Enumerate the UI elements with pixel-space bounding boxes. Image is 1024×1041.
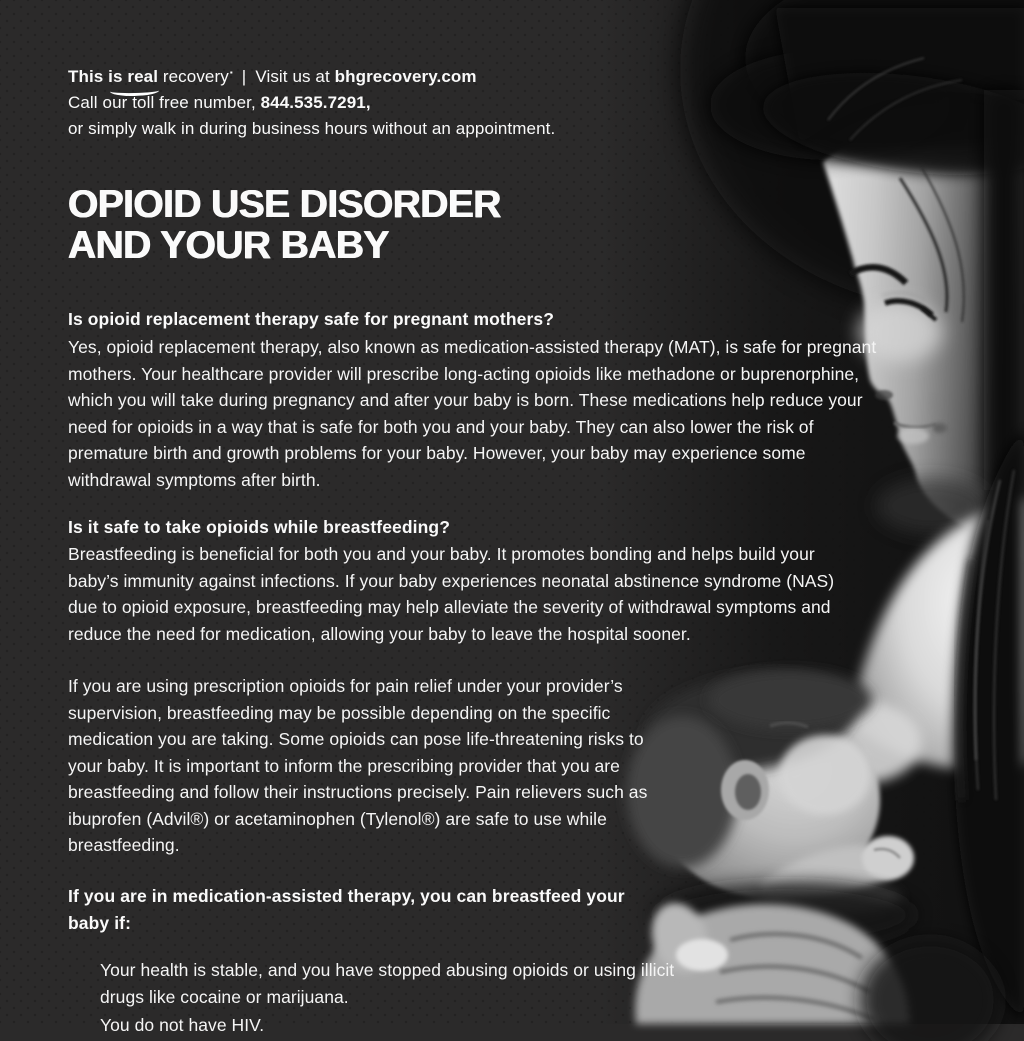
- page-title-line1: OPIOID USE DISORDER: [68, 183, 501, 226]
- page-title-line2: AND YOUR BABY: [68, 224, 389, 267]
- section-body-breastfeeding: Breastfeeding is beneficial for both you and your baby. It promotes bonding and helps build your baby’s immunity against infections. If your baby experiences neonatal abstinence syndrome (NAS) due to opioid exposure, breastfeeding may help alleviate the severity of withdrawal symptoms and reduce the need for medication, allowing your baby to leave the hospital sooner.: [68, 544, 835, 644]
- walkin-line: or simply walk in during business hours without an appointment.: [68, 119, 556, 138]
- mother-breastfeeding-photo: [600, 0, 1024, 1024]
- call-prefix: Call our toll free number,: [68, 93, 261, 112]
- list-item: Your health is stable, and you have stopped abusing opioids or using illicit drugs like cocaine or marijuana.: [100, 960, 675, 1007]
- brand-prefix: This is: [68, 67, 128, 86]
- paragraph-prescription-opioids: If you are using prescription opioids for pain relief under your provider’s supervision, breastfeeding may be possible depending on the specific medication you are taking. Some opioids can pose life-threatening risks to your baby. It is important to inform the prescribing provider that you are breastfeeding and follow their instructions precisely. Pain relievers such as ibuprofen (Advil®) or acetaminophen (Tylenol®) are safe to use while breastfeeding.: [68, 676, 648, 855]
- brand-emphasis: real: [127, 64, 158, 90]
- list-item: You do not have HIV.: [100, 1015, 265, 1035]
- page-title: [68, 184, 501, 266]
- section-heading-mat-breastfeed: If you are in medication-assisted therapy, you can breastfeed your baby if:: [68, 886, 625, 933]
- divider-bar: |: [241, 67, 247, 86]
- header: [68, 60, 555, 142]
- brand-line: [68, 60, 555, 90]
- trademark-mark: ▪: [229, 68, 233, 77]
- visit-text: Visit us at: [255, 67, 335, 86]
- mat-conditions-list: [100, 957, 685, 1041]
- section-heading-pregnant-mothers: Is opioid replacement therapy safe for pregnant mothers?: [68, 309, 554, 329]
- section-heading-breastfeeding: Is it safe to take opioids while breastfeeding?: [68, 517, 451, 537]
- section-body-pregnant-mothers: Yes, opioid replacement therapy, also known as medication-assisted therapy (MAT), is safe for pregnant mothers. Your healthcare provider will prescribe long-acting opioids like methadone or buprenorphine, which you will take during pregnancy and after your baby is born. These medications help reduce your need for opioids in a way that is safe for both you and your baby. They can also lower the risk of premature birth and growth problems for your baby. However, your baby may experience some withdrawal symptoms after birth.: [68, 337, 877, 490]
- website-text: bhgrecovery.com: [334, 67, 477, 86]
- phone-number: 844.535.7291,: [260, 93, 371, 112]
- brand-suffix: recovery: [158, 67, 229, 86]
